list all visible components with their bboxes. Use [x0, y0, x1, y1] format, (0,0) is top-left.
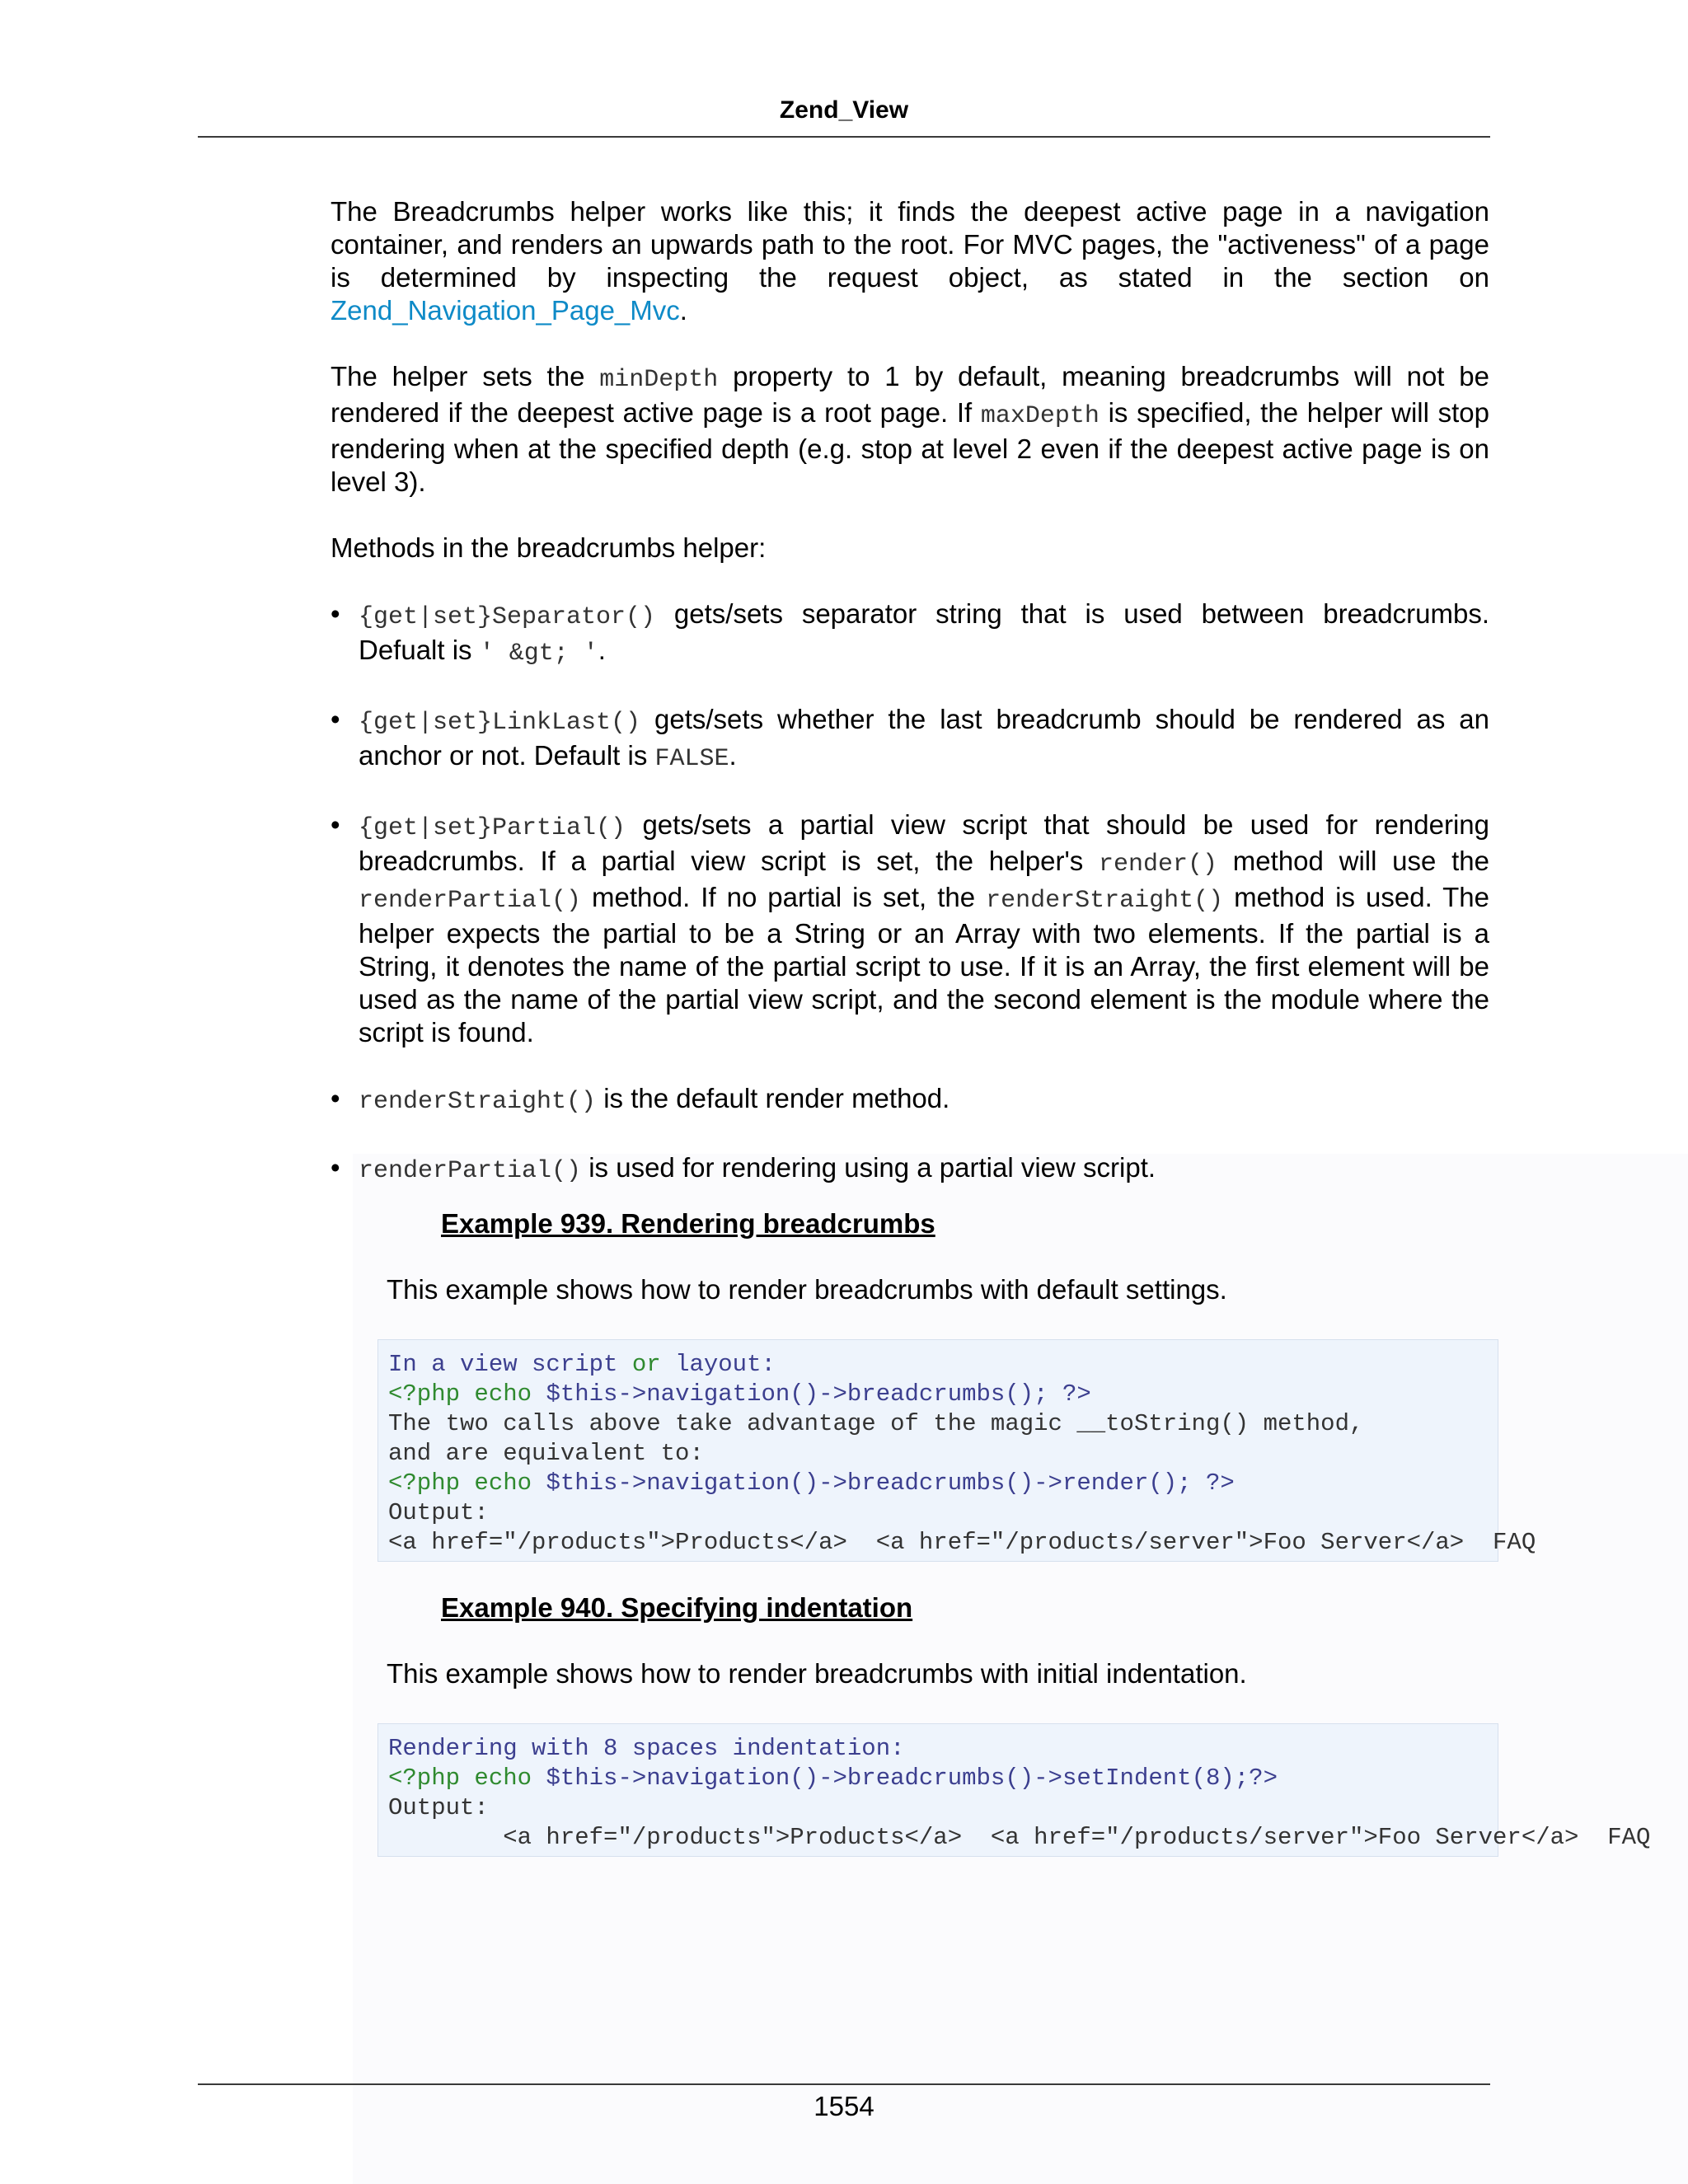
bullet: •	[331, 809, 340, 840]
code-token: <a href="/products">Products</a> <a href="/products/server">Foo Server</a> FAQ	[388, 1529, 1536, 1556]
method-text: gets/sets a partial view script that should be used for rendering breadcrumbs. If a partial view script is set, the helper's	[359, 809, 1489, 876]
running-header-title: Zend_View	[779, 96, 909, 124]
example-940	[359, 1591, 1651, 1857]
page-number: 1554	[814, 2091, 874, 2121]
method-code-inline: renderPartial()	[359, 887, 582, 915]
footer-rule	[198, 2083, 1490, 2085]
bullet: •	[331, 1083, 340, 1113]
method-text: method will use the	[1217, 846, 1490, 876]
method-code: {get|set}Separator()	[359, 603, 656, 631]
code-line	[388, 1498, 1498, 1528]
method-code: renderStraight()	[359, 1088, 597, 1116]
method-code: renderPartial()	[359, 1157, 582, 1185]
method-code-inline: ' &gt; '	[479, 640, 598, 668]
method-item-render-partial	[331, 1151, 1489, 1188]
code-line	[388, 1793, 1498, 1823]
bullet: •	[331, 598, 340, 629]
method-text-end: .	[598, 635, 606, 665]
intro-paragraph	[331, 195, 1489, 327]
code-token: and are equivalent to:	[388, 1440, 704, 1467]
code-line	[388, 1734, 1498, 1764]
method-code-inline: renderStraight()	[986, 887, 1224, 915]
code-token: <?php echo	[388, 1469, 546, 1497]
methods-list	[331, 598, 1489, 1188]
code-token: <a href="/products">Products</a> <a href="/products/server">Foo Server</a> FAQ	[388, 1824, 1651, 1851]
code-token: $this->navigation()->breadcrumbs()->render(); ?>	[546, 1469, 1235, 1497]
method-text: gets/sets separator string that is used between breadcrumbs. Defualt is	[359, 598, 1489, 665]
page-content	[331, 195, 1651, 1882]
example-description: This example shows how to render breadcrumbs with initial indentation.	[387, 1658, 1247, 1689]
code-line	[388, 1409, 1498, 1439]
bullet: •	[331, 1152, 340, 1183]
method-item-separator	[331, 598, 1489, 670]
method-code-inline: render()	[1099, 851, 1218, 879]
code-token: or	[631, 1351, 661, 1378]
code-token: $this->navigation()->breadcrumbs()->setIndent(8);?>	[546, 1765, 1278, 1792]
method-text: gets/sets whether the last breadcrumb should be rendered as an anchor or not. Default is	[359, 704, 1489, 771]
code-token: Rendering with 8 spaces indentation:	[388, 1735, 905, 1762]
code-line	[388, 1764, 1498, 1793]
method-text: is used for rendering using a partial view script.	[581, 1152, 1156, 1183]
code-token: Output:	[388, 1794, 489, 1821]
code-line	[388, 1380, 1498, 1409]
method-item-partial	[331, 808, 1489, 1049]
depth-paragraph	[331, 360, 1489, 499]
code-token: $this->navigation()->breadcrumbs(); ?>	[546, 1380, 1091, 1408]
intro-end: .	[679, 295, 687, 326]
method-code-inline: FALSE	[654, 745, 729, 773]
max-depth-code: maxDepth	[980, 402, 1100, 430]
method-text: is the default render method.	[596, 1083, 950, 1113]
code-block	[377, 1339, 1536, 1562]
code-token: <?php echo	[388, 1765, 546, 1792]
code-block	[377, 1723, 1651, 1857]
min-depth-code: minDepth	[599, 366, 719, 394]
depth-text-b: property to 1 by default, meaning breadcrumbs will not be rendered if the deepest active page is a root page. If	[331, 361, 1489, 428]
code-line	[388, 1469, 1498, 1498]
bullet: •	[331, 704, 340, 734]
depth-text-c: is specified, the helper will stop rendering when at the specified depth (e.g. stop at level 2 even if the deepest active page is on level 3).	[331, 397, 1490, 497]
methods-intro: Methods in the breadcrumbs helper:	[331, 532, 767, 563]
code-line	[388, 1823, 1651, 1853]
code-token: <?php echo	[388, 1380, 546, 1408]
example-description: This example shows how to render breadcrumbs with default settings.	[387, 1274, 1227, 1305]
code-token: The two calls above take advantage of the magic __toString() method,	[388, 1410, 1364, 1437]
method-text-end: .	[729, 740, 737, 771]
intro-text: The Breadcrumbs helper works like this; it finds the deepest active page in a navigation container, and renders an upwards path to the root. For MVC pages, the "activeness" of a page is determined by inspecting the request object, as stated in the section on	[331, 196, 1489, 293]
method-item-render-straight	[331, 1082, 1489, 1118]
header-rule	[198, 136, 1490, 138]
code-line	[388, 1528, 1536, 1558]
method-code: {get|set}Partial()	[359, 814, 626, 842]
code-token: In a view script	[388, 1351, 632, 1378]
example-title: Example 940. Specifying indentation	[441, 1592, 913, 1623]
code-token: Output:	[388, 1499, 489, 1526]
code-line	[388, 1350, 1498, 1380]
method-item-linklast	[331, 703, 1489, 776]
example-title: Example 939. Rendering breadcrumbs	[441, 1208, 935, 1239]
method-text: method is used. The helper expects the partial to be a String or an Array with two elements. If the partial is a String, it denotes the name of the partial script to use. If it is an Array, the first element will be used as the name of the partial view script, and the second element is the module where the script is found.	[359, 882, 1490, 1047]
example-939	[359, 1207, 1536, 1562]
code-token: layout:	[660, 1351, 776, 1378]
method-code: {get|set}LinkLast()	[359, 709, 641, 737]
zend-navigation-page-mvc-link[interactable]: Zend_Navigation_Page_Mvc	[331, 295, 680, 326]
depth-text-a: The helper sets the	[331, 361, 600, 391]
method-text: method. If no partial is set, the	[581, 882, 987, 912]
code-line	[388, 1439, 1498, 1469]
